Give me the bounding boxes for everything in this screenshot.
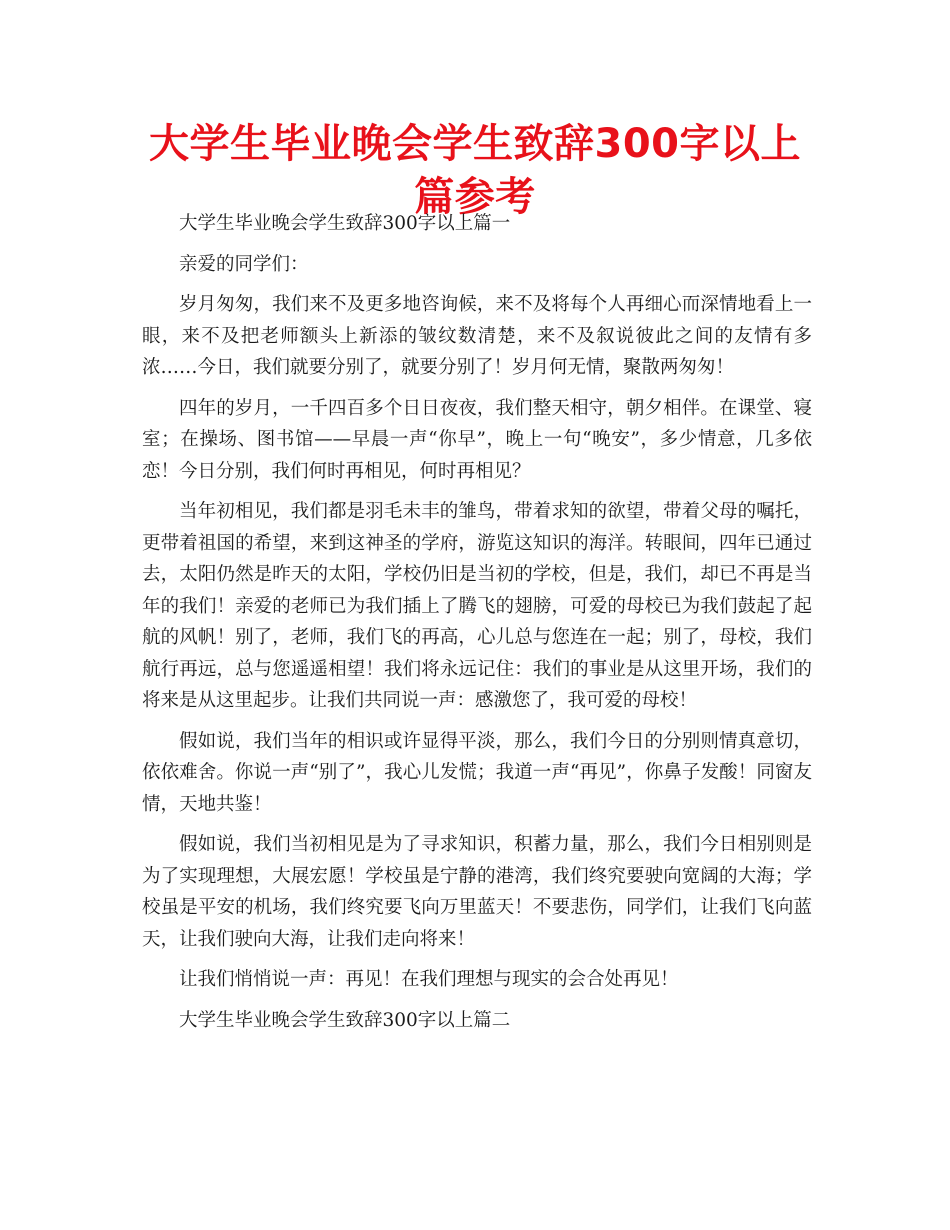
paragraph: 四年的岁月，一千四百多个日日夜夜，我们整天相守，朝夕相伴。在课堂、寝室；在操场、图书馆——早晨一声“你早”，晚上一句“晚安”，多少情意，几多依恋！今日分别，我们何时再相见，何时再相见？: [142, 397, 812, 482]
document-body: [142, 208, 812, 1045]
paragraph: 假如说，我们当年的相识或许显得平淡，那么，我们今日的分别则情真意切，依依难舍。你说一声“别了”，我心儿发慌；我道一声“再见”，你鼻子发酸！同窗友情，天地共鉴！: [142, 730, 812, 815]
paragraph: 假如说，我们当初相见是为了寻求知识，积蓄力量，那么，我们今日相别则是为了实现理想，大展宏愿！学校虽是宁静的港湾，我们终究要驶向宽阔的大海；学校虽是平安的机场，我们终究要飞向万里蓝天！不要悲伤，同学们，让我们飞向蓝天，让我们驶向大海，让我们走向将来！: [142, 834, 812, 950]
section-heading-1: 大学生毕业晚会学生致辞300字以上篇一: [179, 213, 511, 234]
salutation: 亲爱的同学们：: [179, 253, 309, 275]
paragraph: 岁月匆匆，我们来不及更多地咨询候，来不及将每个人再细心而深情地看上一眼，来不及把老师额头上新添的皱纹数清楚，来不及叙说彼此之间的友情有多浓……今日，我们就要分别了，就要分别了！岁月何无情，聚散两匆匆！: [142, 294, 812, 378]
paragraph: 当年初相见，我们都是羽毛未丰的雏鸟，带着求知的欲望，带着父母的嘱托，更带着祖国的希望，来到这神圣的学府，游览这知识的海洋。转眼间，四年已通过去，太阳仍然是昨天的太阳，学校仍旧是当初的学校，但是，我们，却已不再是当年的我们！亲爱的老师已为我们插上了腾飞的翅膀，可爱的母校已为我们鼓起了起航的风帆！别了，老师，我们飞的再高，心儿总与您连在一起；别了，母校，我们航行再远，总与您遥遥相望！我们将永远记住：我们的事业是从这里开场，我们的将来是从这里起步。让我们共同说一声：感激您了，我可爱的母校！: [142, 501, 812, 711]
closing-line: 让我们悄悄说一声：再见！在我们理想与现实的会合处再见！: [179, 969, 679, 990]
section-heading-2: 大学生毕业晚会学生致辞300字以上篇二: [179, 1009, 511, 1031]
document-title: 大学生毕业晚会学生致辞300字以上篇参考: [149, 121, 801, 220]
